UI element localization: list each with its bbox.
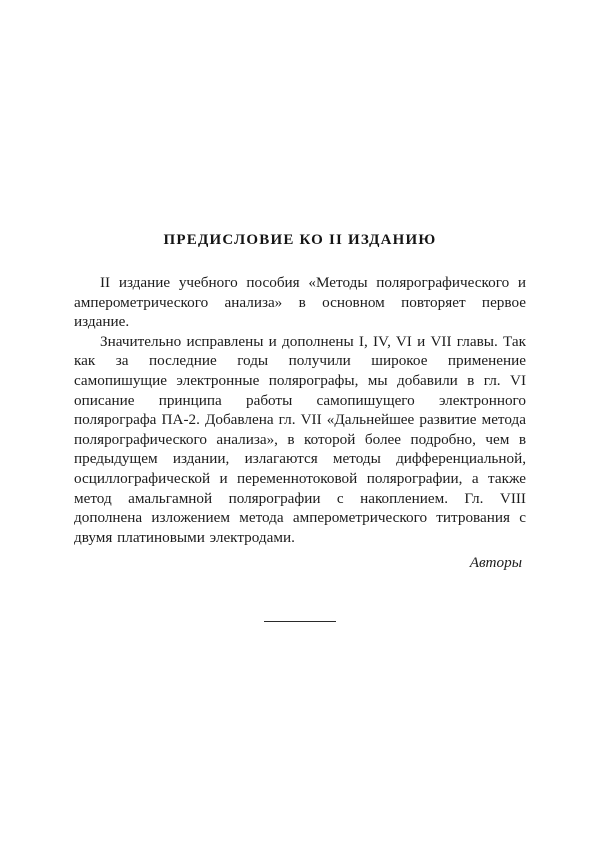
preface-body	[74, 273, 526, 547]
text-block	[74, 232, 526, 573]
preface-heading: ПРЕДИСЛОВИЕ КО II ИЗДАНИЮ	[163, 232, 437, 248]
section-divider-line	[264, 621, 336, 622]
paragraph-1: II издание учебного пособия «Методы полярографического и амперометрического анализа» в основном повторяет первое издание.	[74, 274, 526, 331]
paragraph-2: Значительно исправлены и дополнены I, IV, VI и VII главы. Так как за последние годы получили широкое применение самопишущие электронные полярографы, мы добавили в гл. VI описание принципа работы самопишущего электронного полярографа ПА-2. Добавлена гл. VII «Дальнейшее развитие метода полярографического анализа», в которой более подробно, чем в предыдущем издании, излагаются методы дифференциальной, осциллографической и переменнотоковой полярографии, а также метод амальгамной полярографии с накоплением. Гл. VIII дополнена изложением метода амперометрического титрования с двумя платиновыми электродами.	[74, 332, 526, 546]
authors-signature: Авторы	[469, 554, 522, 572]
